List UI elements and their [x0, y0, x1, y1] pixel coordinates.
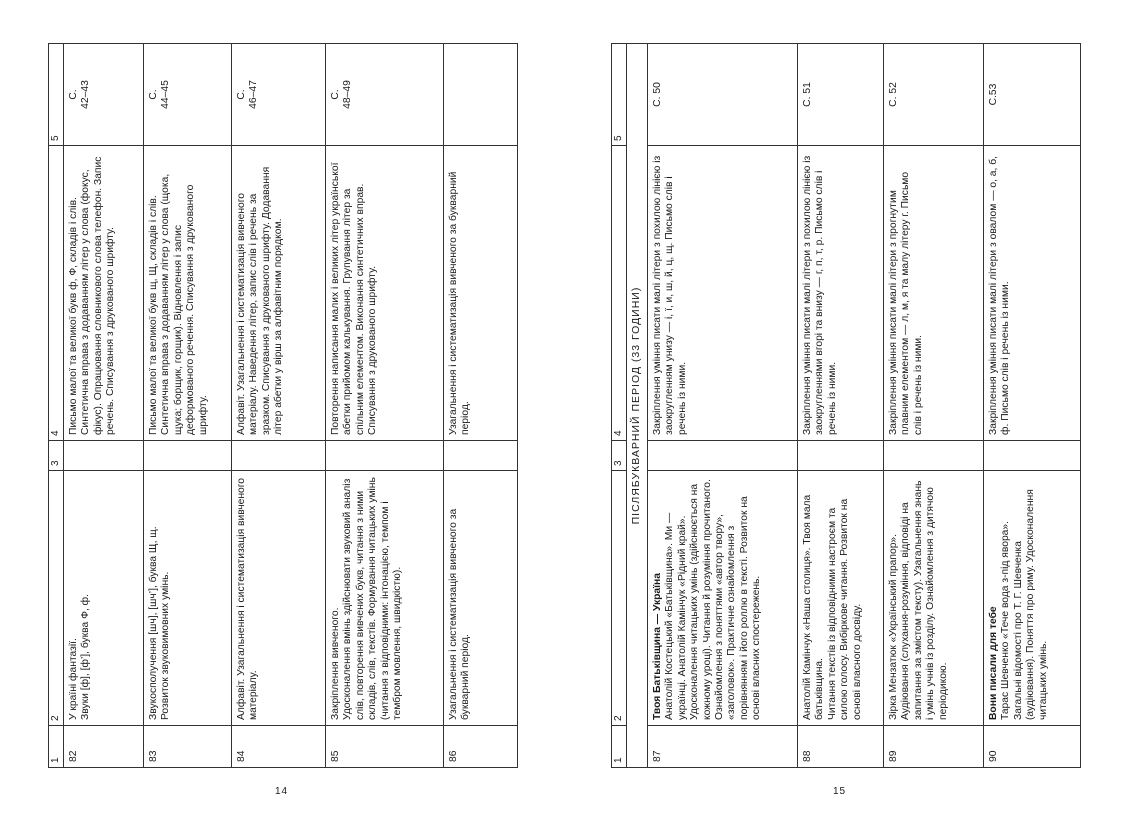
topic-line: Розвиток звуковимовних умінь. — [160, 571, 172, 720]
pages-range: 44–45 — [160, 80, 172, 109]
table-row — [326, 44, 444, 768]
pages-label: С. 52 — [888, 82, 899, 107]
lesson-content: Закріплення уміння писати малі літери з овалом — о, а, б, ф. Письмо слів і речень із ними. — [984, 146, 1081, 441]
left-lesson-table — [48, 43, 518, 768]
pages-label: С. — [236, 89, 247, 100]
table-row — [64, 44, 144, 768]
table-row — [232, 44, 326, 768]
col3-cell — [144, 441, 232, 471]
topic-line: Закріплення вивченого. — [330, 607, 341, 720]
col-header-1: 1 — [49, 726, 64, 768]
right-page — [563, 0, 1126, 827]
col-header-5: 5 — [49, 44, 64, 146]
col-header-3: 3 — [49, 441, 64, 471]
topic-line: У країні фантазії. — [68, 638, 79, 720]
topic-line: Удосконалення вмінь здійснювати звуковий аналіз слів, повторення вивчених букв, читання з ними складів, слів, текстів. Формування читацьких умінь (читання з відповідними: інтонацією, темпом і тембром мовлення, швидкістю). — [342, 477, 404, 720]
lesson-number: 84 — [232, 726, 326, 768]
col-header-2: 2 — [49, 471, 64, 726]
lesson-number: 82 — [64, 726, 144, 768]
table-row — [144, 44, 232, 768]
col3-cell — [444, 441, 518, 471]
lesson-number: 86 — [444, 726, 518, 768]
table-row — [444, 44, 518, 768]
table-row — [648, 44, 798, 768]
topic-line: Анатолій Камінчук «Наша столиця». Твоя мала батьківщина. — [802, 494, 826, 720]
lesson-content: Письмо малої та великої букв щ, Щ, складів і слів. Синтетична вправа з додаванням літер у слова (щока, щука; борщик, горщик). Відновлення і запис деформованого речення. Списування з друкованого шрифту. — [144, 146, 232, 441]
section-title: ПІСЛЯБУКВАРНИЙ ПЕРІОД (33 ГОДИНИ) — [627, 44, 648, 768]
pages-range: 46–47 — [248, 80, 260, 109]
lesson-content: Закріплення уміння писати малі літери з прогнутим плавним елементом — л, м, я та малу літеру г. Письмо слів і речень із ними. — [884, 146, 984, 441]
page-number-left: 14 — [275, 786, 289, 797]
topic-title: Вони писали для тебе — [988, 606, 999, 720]
lesson-topic — [232, 471, 326, 726]
lesson-content: Узагальнення і систематизація вивченого за букварний період. — [444, 146, 518, 441]
col-header-4: 4 — [612, 146, 627, 441]
textbook-pages — [648, 44, 798, 146]
textbook-pages — [232, 44, 326, 146]
topic-line: Узагальнення і систематизація вивченого за букварний період. — [448, 508, 472, 720]
col3-cell — [326, 441, 444, 471]
right-header-row — [612, 44, 627, 768]
topic-line: Аудіювання (слухання-розуміння, відповіді на запитання за змістом тексту). Узагальнення знань і умінь учнів із розділу. Ознайомлення з дитячою періодикою. — [900, 480, 949, 720]
lesson-number: 89 — [884, 726, 984, 768]
topic-line: Звуки [ф], [ф’], буква Ф, ф. — [80, 594, 92, 720]
right-lesson-table — [611, 43, 1081, 768]
lesson-number: 85 — [326, 726, 444, 768]
lesson-content: Письмо малої та великої букв ф, Ф, складів і слів. Синтетична вправа з додаванням літер у слова (фокус, фікус). Опрацювання словникового слова телефон. Запис речень. Списування з друкованого шрифту. — [64, 146, 144, 441]
col3-cell — [798, 441, 884, 471]
topic-line: Тарас Шевченко «Тече вода з-під явора». — [1000, 521, 1012, 720]
lesson-topic — [798, 471, 884, 726]
pages-label: С. — [148, 89, 159, 100]
textbook-pages — [144, 44, 232, 146]
lesson-topic — [64, 471, 144, 726]
lesson-number: 88 — [798, 726, 884, 768]
topic-line: Удосконалення читацьких умінь (здійснюється на кожному уроці). Читання й розуміння прочитаного. Ознайомлення з поняттями «автор твору», «заголовок». Практичне ознайомлення з порівнянням і його роллю в тексті. Розвиток на основі власних спостережень. — [689, 479, 763, 720]
col-header-4: 4 — [49, 146, 64, 441]
col3-cell — [648, 441, 798, 471]
table-row — [984, 44, 1081, 768]
col3-cell — [232, 441, 326, 471]
left-header-row — [49, 44, 64, 768]
topic-line: Звукосполучення [шч], [шч’], буква Щ, щ. — [148, 526, 159, 720]
col-header-3: 3 — [612, 441, 627, 471]
topic-line: Загальні відомості про Т. Г. Шевченка (аудіювання). Поняття про риму. Удосконалення читацьких умінь. — [1012, 489, 1049, 720]
lesson-topic — [444, 471, 518, 726]
pages-label: С. — [68, 89, 79, 100]
lesson-number: 83 — [144, 726, 232, 768]
topic-line: Анатолій Костецький «Батьківщина». Ми — українці. Анатолій Камінчук «Рідний край». — [664, 512, 688, 720]
lesson-content: Закріплення уміння писати малі літери з похилою лінією із заокругленнями вгорі та внизу — г, п, т, р. Письмо слів і речень із ними. — [798, 146, 884, 441]
lesson-number: 87 — [648, 726, 798, 768]
textbook-pages — [884, 44, 984, 146]
textbook-pages — [798, 44, 884, 146]
col3-cell — [64, 441, 144, 471]
textbook-pages — [984, 44, 1081, 146]
left-table-rotator — [48, 44, 518, 768]
col3-cell — [884, 441, 984, 471]
table-row — [884, 44, 984, 768]
textbook-pages — [326, 44, 444, 146]
lesson-topic — [144, 471, 232, 726]
lesson-topic — [326, 471, 444, 726]
pages-range: 48–49 — [342, 80, 354, 109]
right-table-rotator — [611, 44, 1081, 768]
pages-label: С.53 — [988, 83, 999, 106]
lesson-number: 90 — [984, 726, 1081, 768]
lesson-topic — [884, 471, 984, 726]
lesson-content: Закріплення уміння писати малі літери з похилою лінією із заокругленням унизу — і, ї, и, ш, й, ц, щ. Письмо слів і речень із ними. — [648, 146, 798, 441]
pages-label: С. 50 — [652, 82, 663, 107]
pages-label: С. — [330, 89, 341, 100]
topic-line: Зірка Мензатюк «Український прапор». — [888, 533, 899, 720]
textbook-pages — [444, 44, 518, 146]
col-header-1: 1 — [612, 726, 627, 768]
topic-line: Алфавіт. Узагальнення і систематизація вивченого матеріалу. — [236, 477, 260, 720]
page-number-right: 15 — [833, 786, 847, 797]
lesson-topic — [648, 471, 798, 726]
topic-title: Твоя Батьківщина — Україна — [652, 573, 663, 720]
section-row — [627, 44, 648, 768]
pages-range: 42–43 — [80, 80, 92, 109]
col-header-2: 2 — [612, 471, 627, 726]
textbook-pages — [64, 44, 144, 146]
table-row — [798, 44, 884, 768]
lesson-content: Алфавіт. Узагальнення і систематизація вивченого матеріалу. Наведення літер, запис слів і речень за зразком. Списування з друкованого шрифту. Додавання літер абетки у вірш за алфавітним порядком. — [232, 146, 326, 441]
topic-line: Читання текстів із відповідними настроєм та силою голосу. Вибіркове читання. Розвиток на основі власного досвіду. — [826, 498, 863, 720]
col-header-5: 5 — [612, 44, 627, 146]
lesson-content: Повторення написання малих і великих літер української абетки прийомом калькування. Групування літер за спільним елементом. Виконання синтетичних вправ. Списування з друкованого шрифту. — [326, 146, 444, 441]
lesson-topic — [984, 471, 1081, 726]
col3-cell — [984, 441, 1081, 471]
pages-label: С. 51 — [802, 82, 813, 107]
